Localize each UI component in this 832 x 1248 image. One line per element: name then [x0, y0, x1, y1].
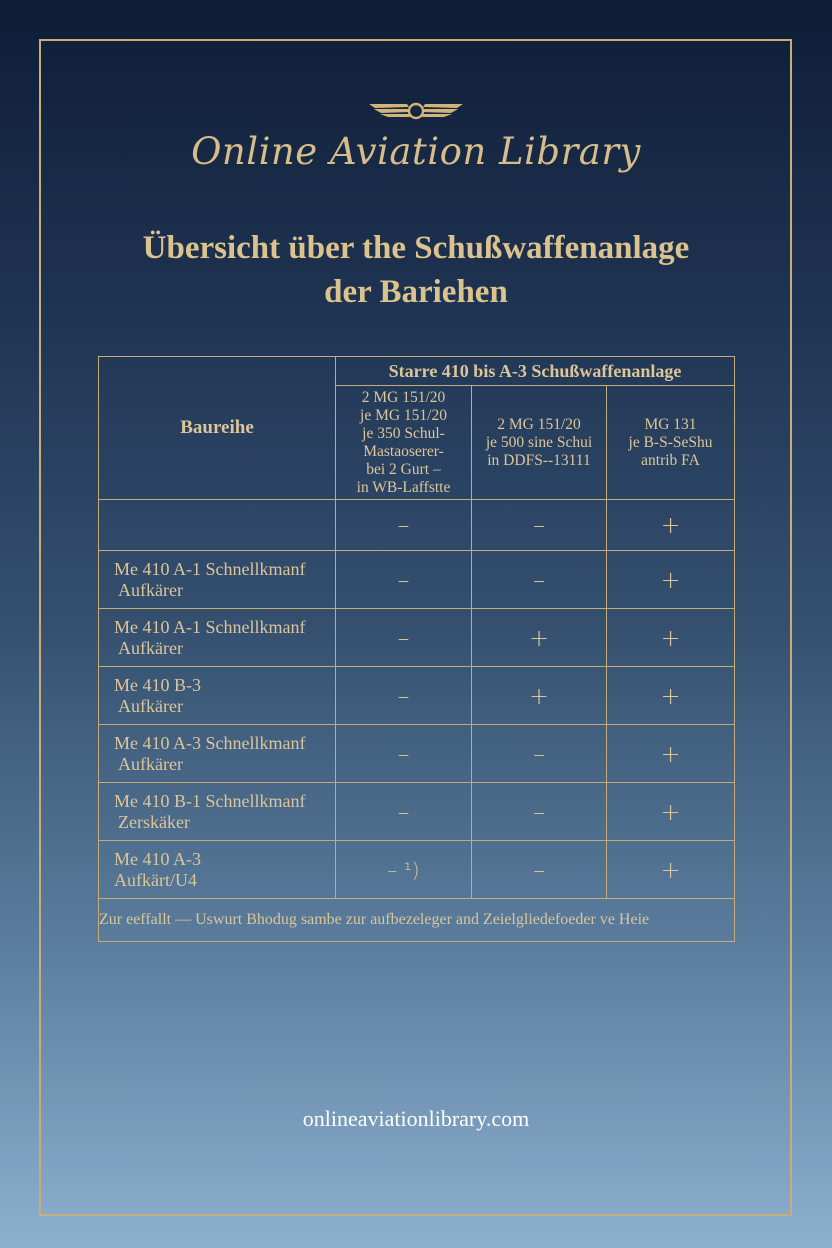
table-row: [99, 500, 735, 551]
row-name-line: Aufkärer: [118, 695, 183, 716]
row-name-line: Aufkärer: [118, 579, 183, 600]
row-name-line: Me 410 A-3: [114, 848, 201, 869]
header-col-1: [336, 386, 472, 500]
row-name: [99, 667, 336, 725]
row-name: [99, 500, 336, 551]
header-col-3-line: je B-S-SeShu: [628, 433, 713, 451]
header-col-1-line: in WB-Laffstte: [356, 478, 451, 496]
header-col-2: [472, 386, 607, 500]
header-col-1-line: bei 2 Gurt –: [366, 460, 441, 478]
row-mark: +: [607, 500, 735, 551]
row-mark: –: [336, 667, 472, 725]
table-row: [99, 551, 735, 609]
row-mark: +: [472, 667, 607, 725]
row-mark: –: [472, 841, 607, 899]
header-group: Starre 410 bis A-3 Schußwaffenanlage: [336, 357, 735, 386]
row-mark: +: [607, 667, 735, 725]
row-mark: –: [336, 609, 472, 667]
header-col-3-line: antrib FA: [641, 451, 700, 469]
armament-table: [98, 356, 735, 942]
header-col-1-line: je MG 151/20: [360, 406, 447, 424]
header-col-1-line: 2 MG 151/20: [361, 388, 446, 406]
row-name-line: Me 410 A-3 Schnellkmanf: [114, 732, 306, 753]
row-mark: +: [607, 551, 735, 609]
table-row: [99, 783, 735, 841]
row-name-line: Aufkärt/U4: [114, 869, 197, 890]
row-mark: – ¹): [336, 841, 472, 899]
row-mark: +: [607, 609, 735, 667]
header-col-2-line: je 500 sine Schui: [485, 433, 593, 451]
row-mark: +: [607, 841, 735, 899]
row-name: [99, 783, 336, 841]
header-col-3: [607, 386, 735, 500]
row-name: [99, 725, 336, 783]
row-name-line: Me 410 A-1 Schnellkmanf: [114, 558, 306, 579]
row-name: [99, 841, 336, 899]
row-name-line: Zerskäker: [118, 811, 190, 832]
row-mark: –: [472, 500, 607, 551]
table-row: [99, 609, 735, 667]
header-baureihe: Baureihe: [99, 357, 336, 500]
row-mark: +: [472, 609, 607, 667]
row-name-line: Aufkärer: [118, 637, 183, 658]
row-mark: +: [607, 783, 735, 841]
table-footnote: Zur eeffallt — Uswurt Bhodug sambe zur aufbezeleger and Zeielgliedefoeder ve Heie: [99, 899, 735, 942]
row-mark: –: [472, 783, 607, 841]
title-line-2: der Bariehen: [324, 274, 508, 310]
page-title: [60, 226, 772, 314]
header-col-2-line: in DDFS--13111: [487, 451, 591, 469]
row-mark: –: [472, 551, 607, 609]
row-name-line: Aufkärer: [118, 753, 183, 774]
row-name: [99, 551, 336, 609]
row-mark: –: [336, 783, 472, 841]
brand-name: Online Aviation Library: [191, 130, 641, 173]
row-name-line: Me 410 B-3: [114, 674, 201, 695]
table-row: [99, 667, 735, 725]
header-col-1-line: Mastaoserer-: [363, 442, 444, 460]
row-mark: –: [336, 551, 472, 609]
row-mark: –: [336, 500, 472, 551]
row-mark: +: [607, 725, 735, 783]
row-name-line: Me 410 A-1 Schnellkmanf: [114, 616, 306, 637]
row-name: [99, 609, 336, 667]
table-footnote-row: [99, 899, 735, 942]
table-row: [99, 725, 735, 783]
header-col-3-line: MG 131: [644, 415, 697, 433]
header-col-2-line: 2 MG 151/20: [497, 415, 581, 433]
row-name-line: Me 410 B-1 Schnellkmanf: [114, 790, 306, 811]
row-mark: –: [472, 725, 607, 783]
row-mark: –: [336, 725, 472, 783]
winged-emblem-icon: [369, 100, 463, 122]
footer-url: onlineaviationlibrary.com: [302, 1106, 530, 1131]
header-col-1-line: je 350 Schul-: [362, 424, 445, 442]
title-line-1: Übersicht über the Schußwaffenanlage: [142, 230, 690, 266]
table-row: [99, 841, 735, 899]
